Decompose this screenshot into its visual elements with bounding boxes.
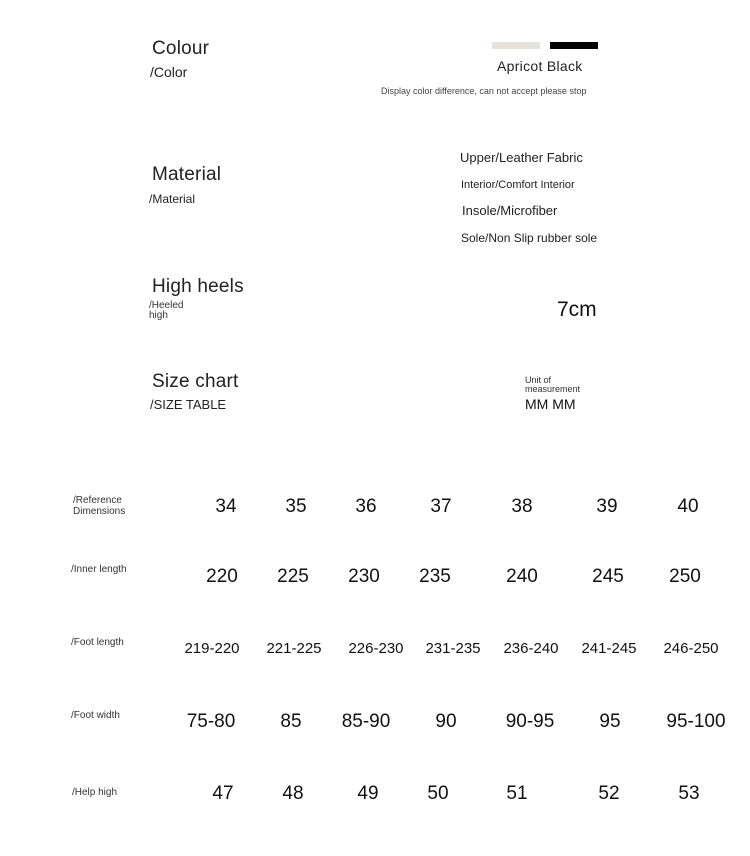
table-cell: 35 [285, 496, 307, 517]
material-upper: Upper/Leather Fabric [460, 150, 583, 165]
table-cell: 235 [419, 566, 451, 587]
table-cell: 220 [206, 566, 238, 587]
table-cell: 85-90 [341, 711, 391, 732]
table-cell: 50 [427, 783, 449, 804]
heel-height-value: 7cm [557, 298, 597, 321]
unit-value: MM MM [525, 396, 576, 412]
heels-subtitle: /Heeled high [149, 300, 184, 321]
row-label-help-high: /Help high [72, 787, 118, 798]
row-label-foot-length: /Foot length [71, 637, 124, 648]
table-cell: 225 [277, 566, 309, 587]
table-cell: 246-250 [663, 640, 719, 657]
row-label-inner-length: /Inner length [71, 564, 127, 575]
table-cell: 38 [511, 496, 533, 517]
unit-label: Unit of measurement [525, 375, 581, 394]
table-cell: 230 [348, 566, 380, 587]
row-label-foot-width: /Foot width [71, 710, 120, 721]
table-cell: 219-220 [184, 640, 240, 657]
table-cell: 48 [282, 783, 304, 804]
table-cell: 236-240 [503, 640, 559, 657]
colour-subtitle: /Color [150, 64, 188, 80]
material-sole: Sole/Non Slip rubber sole [461, 231, 598, 245]
table-cell: 51 [506, 783, 528, 804]
table-cell: 95 [599, 711, 621, 732]
material-interior: Interior/Comfort Interior [461, 179, 575, 191]
table-cell: 47 [212, 783, 234, 804]
apricot-swatch [492, 42, 540, 49]
table-cell: 221-225 [266, 640, 322, 657]
size-chart-subtitle: /SIZE TABLE [150, 397, 227, 412]
table-cell: 95-100 [666, 711, 726, 732]
table-cell: 226-230 [348, 640, 404, 657]
table-cell: 90 [435, 711, 457, 732]
table-cell: 250 [669, 566, 701, 587]
black-swatch [550, 42, 598, 49]
colour-title: Colour [152, 38, 210, 59]
table-cell: 53 [678, 783, 700, 804]
size-chart-title: Size chart [152, 371, 239, 392]
table-cell: 39 [596, 496, 618, 517]
material-title: Material [152, 164, 222, 185]
table-cell: 241-245 [581, 640, 637, 657]
material-insole: Insole/Microfiber [462, 203, 558, 218]
table-cell: 40 [677, 496, 699, 517]
heels-title: High heels [152, 276, 244, 297]
color-names: Apricot Black [497, 58, 583, 74]
row-label-reference: /Reference Dimensions [73, 495, 126, 517]
table-cell: 245 [592, 566, 624, 587]
table-cell: 231-235 [425, 640, 481, 657]
color-difference-note: Display color difference, can not accept please stop [381, 86, 587, 96]
table-cell: 85 [280, 711, 302, 732]
table-cell: 49 [357, 783, 379, 804]
table-cell: 37 [430, 496, 452, 517]
table-cell: 90-95 [505, 711, 555, 732]
material-subtitle: /Material [149, 192, 196, 206]
table-cell: 34 [215, 496, 237, 517]
table-cell: 240 [506, 566, 538, 587]
table-cell: 52 [598, 783, 620, 804]
table-cell: 75-80 [186, 711, 236, 732]
table-cell: 36 [355, 496, 377, 517]
